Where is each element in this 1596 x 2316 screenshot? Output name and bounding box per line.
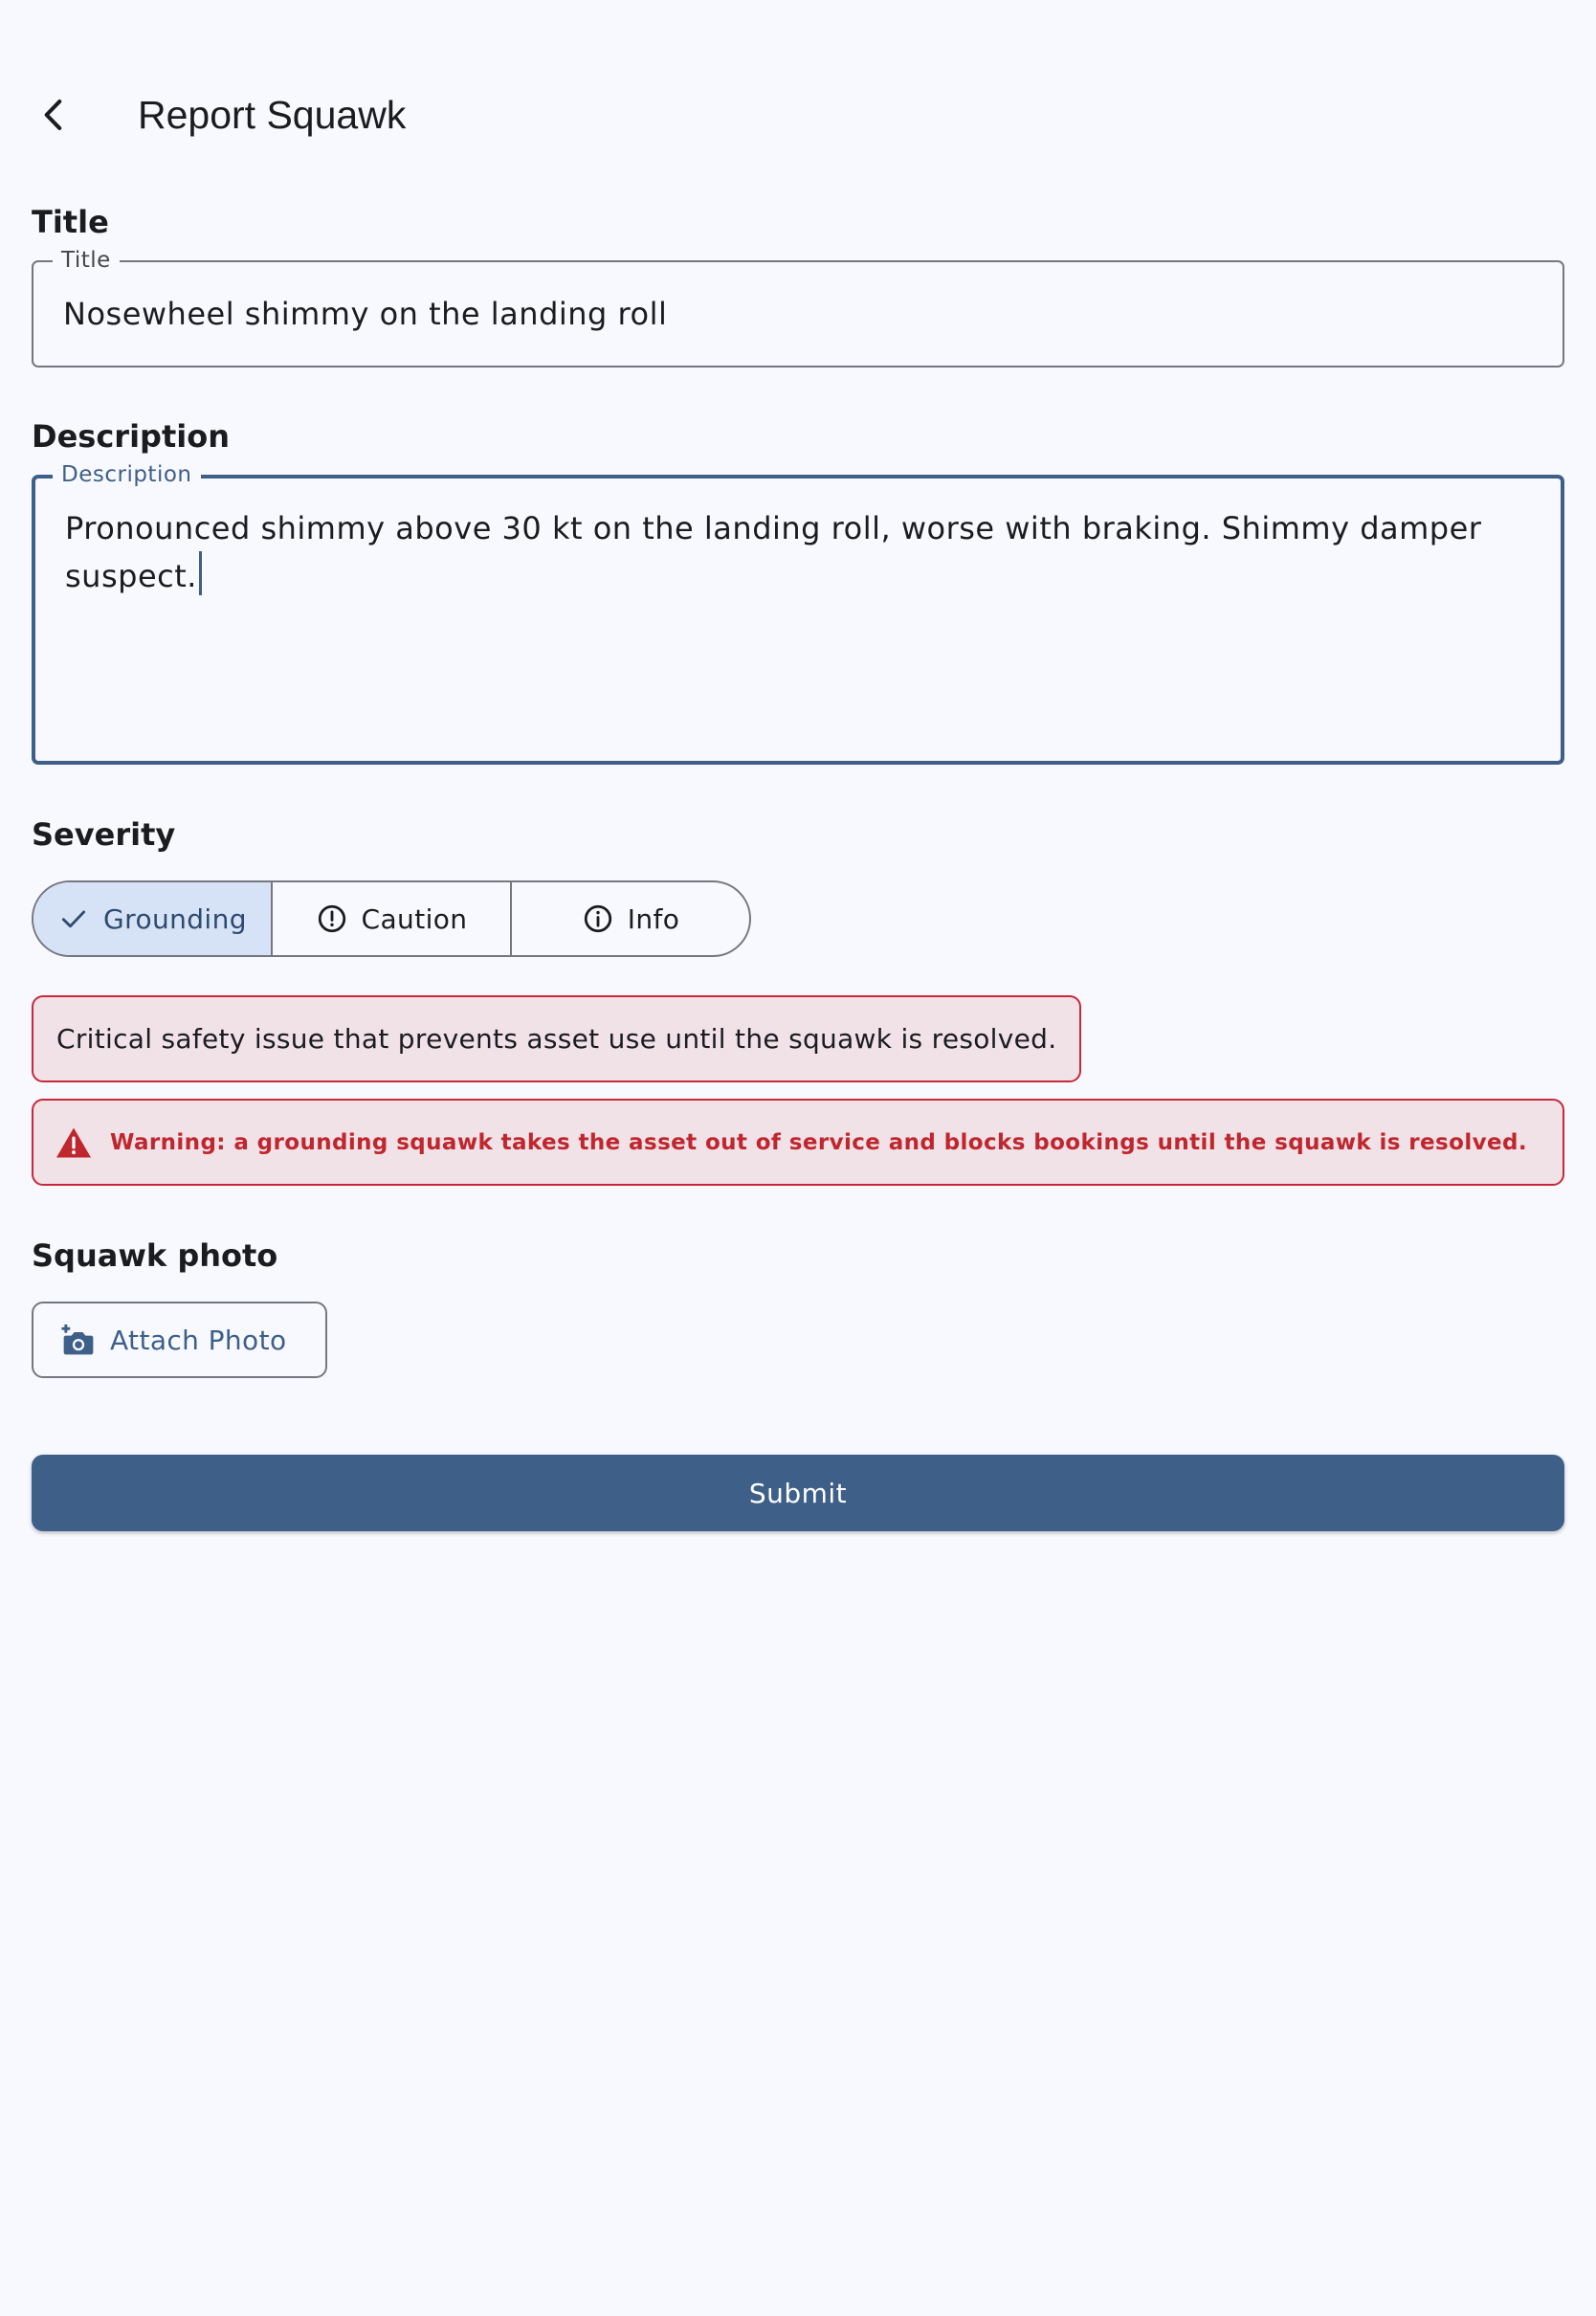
warning-icon — [55, 1125, 93, 1160]
description-text: Pronounced shimmy above 30 kt on the landing roll, worse with braking. Shimmy damper suspect. — [65, 510, 1482, 594]
severity-option-label: Info — [627, 902, 680, 935]
error-outline-icon — [316, 902, 348, 935]
warning-text: Warning: a grounding squawk takes the asset out of service and blocks bookings until the squawk is resolved. — [110, 1129, 1528, 1155]
severity-segmented-button — [32, 880, 751, 957]
title-heading: Title — [32, 204, 109, 240]
severity-option-label: Caution — [361, 902, 468, 935]
severity-option-label: Grounding — [103, 902, 247, 935]
attach-photo-label: Attach Photo — [110, 1324, 287, 1356]
severity-description: Critical safety issue that prevents asset use until the squawk is resolved. — [32, 995, 1081, 1082]
description-input-value[interactable] — [65, 505, 1532, 599]
back-button[interactable] — [23, 57, 84, 172]
severity-option-grounding[interactable] — [33, 882, 271, 955]
grounding-warning — [32, 1099, 1564, 1186]
title-field-label: Title — [53, 247, 120, 274]
description-field-label: Description — [53, 461, 201, 488]
description-heading: Description — [32, 418, 230, 455]
page-title: Report Squawk — [138, 93, 407, 137]
severity-option-caution[interactable] — [271, 882, 510, 955]
add-a-photo-icon — [60, 1323, 97, 1357]
severity-heading: Severity — [32, 816, 176, 853]
text-caret — [199, 551, 202, 595]
severity-option-info[interactable] — [510, 882, 749, 955]
title-input-value[interactable]: Nosewheel shimmy on the landing roll — [63, 296, 668, 332]
submit-button[interactable]: Submit — [32, 1455, 1564, 1531]
arrow-back-icon — [33, 94, 75, 136]
description-field[interactable] — [32, 462, 1564, 765]
title-field[interactable] — [32, 248, 1564, 367]
photo-heading: Squawk photo — [32, 1237, 278, 1274]
check-icon — [57, 902, 90, 935]
info-outline-icon — [582, 902, 614, 935]
attach-photo-button[interactable] — [32, 1302, 327, 1378]
